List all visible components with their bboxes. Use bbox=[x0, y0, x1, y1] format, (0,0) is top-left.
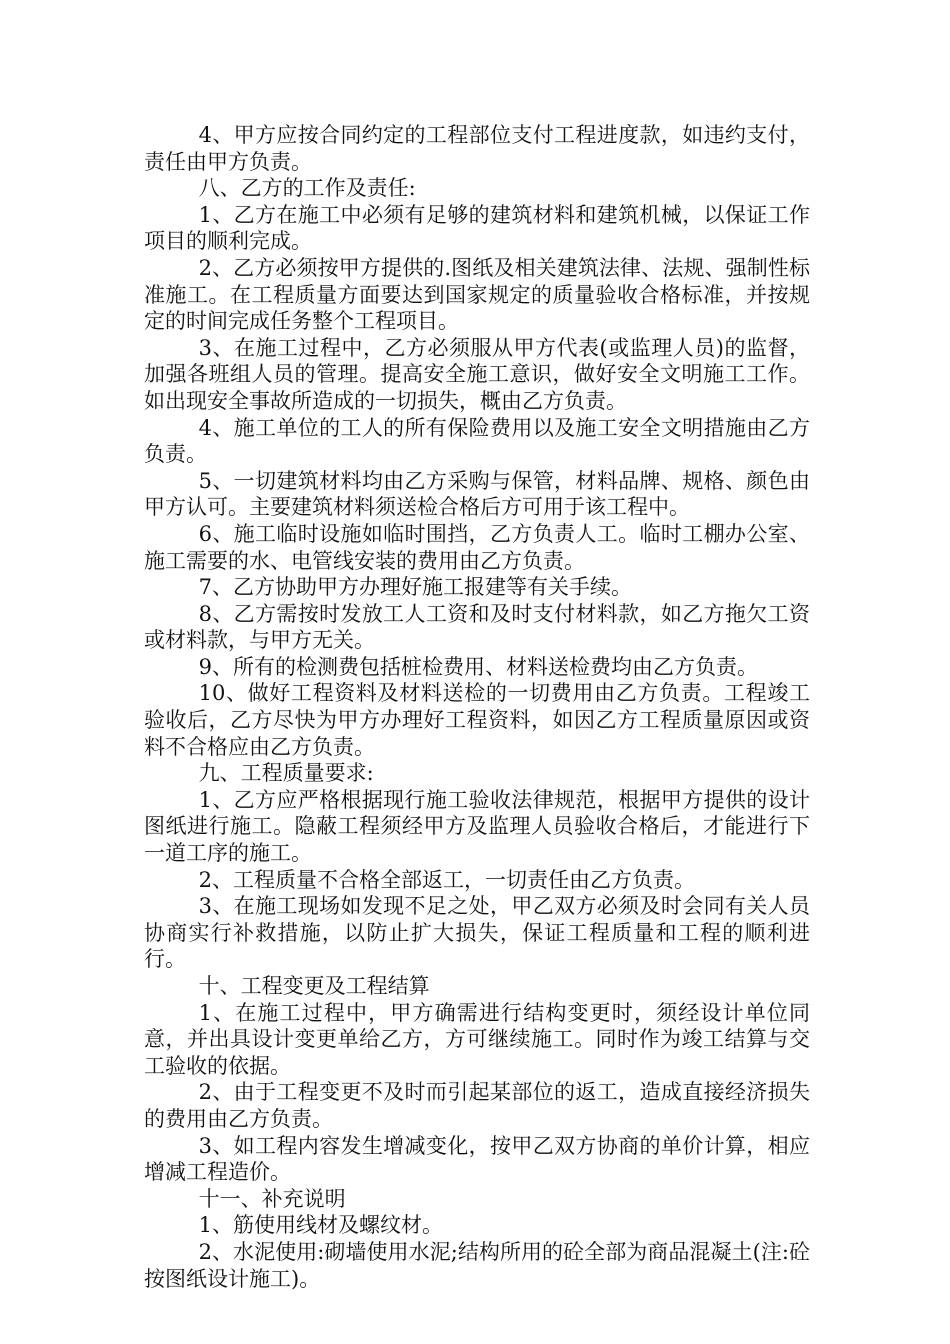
paragraph: 9、所有的检测费包括桩检费用、材料送检费均由乙方负责。 bbox=[198, 654, 758, 679]
section-heading: 八、乙方的工作及责任: bbox=[198, 176, 416, 201]
paragraph: 1、乙方在施工中必须有足够的建筑材料和建筑机械，以保证工作项目的顺利完成。 bbox=[144, 202, 810, 254]
paragraph: 5、一切建筑材料均由乙方采购与保管，材料品牌、规格、颜色由甲方认可。主要建筑材料须送检合格后方可用于该工程中。 bbox=[144, 468, 810, 520]
paragraph: 3、在施工现场如发现不足之处，甲乙双方必须及时会同有关人员协商实行补救措施，以防止扩大损失，保证工程质量和工程的顺利进行。 bbox=[144, 894, 810, 972]
paragraph: 2、工程质量不合格全部返工，一切责任由乙方负责。 bbox=[198, 867, 695, 892]
paragraph: 10、做好工程资料及材料送检的一切费用由乙方负责。工程竣工验收后，乙方尽快为甲方办理好工程资料，如因乙方工程质量原因或资料不合格应由乙方负责。 bbox=[144, 681, 810, 759]
paragraph: 6、施工临时设施如临时围挡，乙方负责人工。临时工棚办公室、施工需要的水、电管线安装的费用由乙方负责。 bbox=[144, 521, 810, 573]
paragraph: 3、在施工过程中，乙方必须服从甲方代表(或监理人员)的监督，加强各班组人员的管理。提高安全施工意识，做好安全文明施工工作。如出现安全事故所造成的一切损失，概由乙方负责。 bbox=[144, 335, 810, 413]
paragraph: 7、乙方协助甲方办理好施工报建等有关手续。 bbox=[198, 575, 632, 600]
section-heading: 十一、补充说明 bbox=[198, 1186, 346, 1211]
paragraph: 2、由于工程变更不及时而引起某部位的返工，造成直接经济损失的费用由乙方负责。 bbox=[144, 1080, 810, 1131]
paragraph: 2、乙方必须按甲方提供的.图纸及相关建筑法律、法规、强制性标准施工。在工程质量方面要达到国家规定的质量验收合格标准，并按规定的时间完成任务整个工程项目。 bbox=[144, 255, 810, 334]
paragraph: 3、如工程内容发生增减变化，按甲乙双方协商的单价计算，相应增减工程造价。 bbox=[144, 1133, 810, 1185]
section-heading: 十、工程变更及工程结算 bbox=[198, 974, 430, 998]
paragraph: 4、施工单位的工人的所有保险费用以及施工安全文明措施由乙方负责。 bbox=[144, 415, 810, 467]
paragraph: 2、水泥使用:砌墙使用水泥;结构所用的砼全部为商品混凝土(注:砼按图纸设计施工)。 bbox=[144, 1239, 810, 1291]
paragraph: 4、甲方应按合同约定的工程部位支付工程进度款，如违约支付，责任由甲方负责。 bbox=[144, 123, 810, 174]
document-body bbox=[144, 122, 810, 1292]
paragraph: 1、在施工过程中，甲方确需进行结构变更时，须经设计单位同意，并出具设计变更单给乙方，方可继续施工。同时作为竣工结算与交工验收的依据。 bbox=[144, 1000, 810, 1078]
section-heading: 九、工程质量要求: bbox=[198, 761, 374, 786]
paragraph: 8、乙方需按时发放工人工资和及时支付材料款，如乙方拖欠工资或材料款，与甲方无关。 bbox=[144, 601, 810, 653]
paragraph: 1、筋使用线材及螺纹材。 bbox=[198, 1213, 443, 1238]
paragraph: 1、乙方应严格根据现行施工验收法律规范，根据甲方提供的设计图纸进行施工。隐蔽工程须经甲方及监理人员验收合格后，才能进行下一道工序的施工。 bbox=[144, 787, 810, 866]
